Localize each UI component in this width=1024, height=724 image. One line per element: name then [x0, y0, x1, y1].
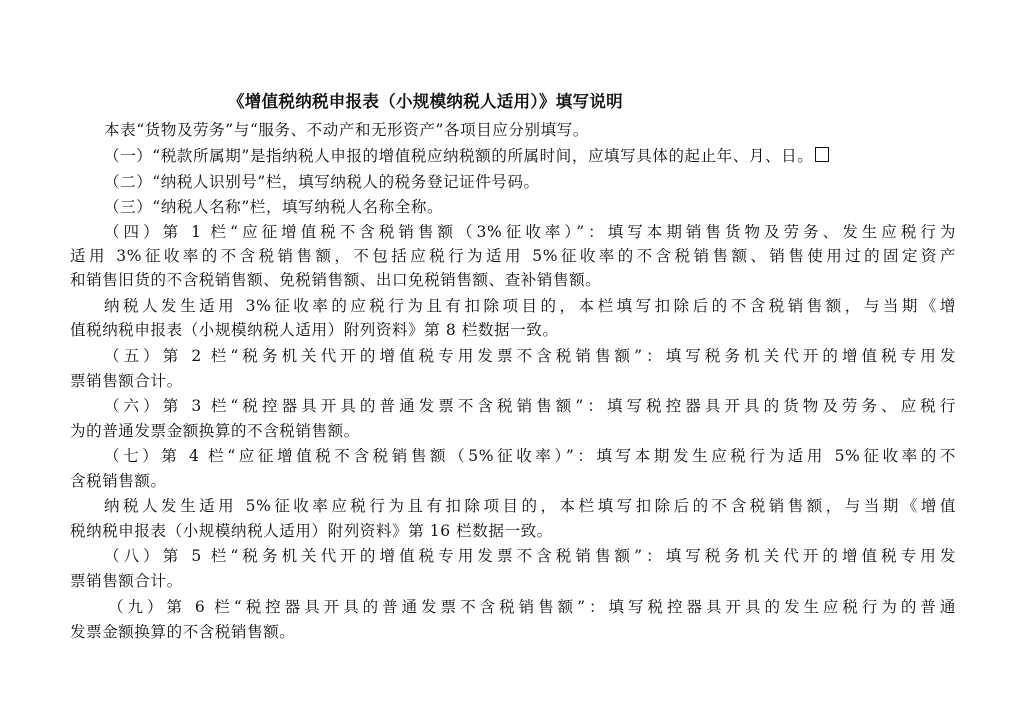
paragraph-8-line-2: 票销售额合计。: [70, 572, 183, 590]
paragraph-7-line-1: （七）第 4 栏“应征增值税不含税销售额（5%征收率）”：填写本期发生应税行为适用 5%征收率的不: [104, 447, 956, 465]
paragraph-6-line-1: （六）第 3 栏“税控器具开具的普通发票不含税销售额”：填写税控器具开具的货物及劳务、应税行: [104, 397, 956, 415]
paragraph-4-line-3: 和销售旧货的不含税销售额、免税销售额、出口免税销售额、查补销售额。: [70, 271, 602, 289]
paragraph-7-line-2: 含税销售额。: [70, 472, 167, 490]
paragraph-7b-line-1: 纳税人发生适用 5%征收率应税行为且有扣除项目的，本栏填写扣除后的不含税销售额，与当期《增值: [104, 497, 956, 515]
paragraph-6-line-2: 为的普通发票金额换算的不含税销售额。: [70, 422, 360, 440]
checkbox-icon: [815, 147, 829, 162]
paragraph-1: [104, 144, 829, 166]
paragraph-9-line-2: 发票金额换算的不含税销售额。: [70, 623, 296, 641]
paragraph-3: （三）“纳税人名称”栏，填写纳税人名称全称。: [104, 198, 444, 216]
paragraph-4-line-2: 适用 3%征收率的不含税销售额，不包括应税行为适用 5%征收率的不含税销售额、销售使用过的固定资产: [70, 247, 956, 265]
paragraph-8-line-1: （八）第 5 栏“税务机关代开的增值税专用发票不含税销售额”：填写税务机关代开的增值税专用发: [104, 547, 956, 565]
paragraph-5-line-2: 票销售额合计。: [70, 372, 183, 390]
document-title: 《增值税纳税申报表（小规模纳税人适用）》填写说明: [228, 92, 623, 111]
paragraph-7b-line-2: 税纳税申报表（小规模纳税人适用）附列资料》第 16 栏数据一致。: [70, 522, 553, 540]
paragraph-intro: 本表“货物及劳务”与“服务、不动产和无形资产”各项目应分别填写。: [104, 121, 589, 139]
paragraph-4b-line-1: 纳税人发生适用 3%征收率的应税行为且有扣除项目的，本栏填写扣除后的不含税销售额，与当期《增: [104, 297, 956, 315]
paragraph-4b-line-2: 值税纳税申报表（小规模纳税人适用）附列资料》第 8 栏数据一致。: [70, 321, 559, 339]
paragraph-1-text: （一）“税款所属期”是指纳税人申报的增值税应纳税额的所属时间，应填写具体的起止年、月、日。: [104, 147, 814, 165]
paragraph-5-line-1: （五）第 2 栏“税务机关代开的增值税专用发票不含税销售额”：填写税务机关代开的增值税专用发: [104, 347, 956, 365]
paragraph-9-line-1: （九）第 6 栏“税控器具开具的普通发票不含税销售额”：填写税控器具开具的发生应税行为的普通: [108, 598, 956, 616]
paragraph-2: （二）“纳税人识别号”栏，填写纳税人的税务登记证件号码。: [104, 173, 540, 191]
paragraph-4-line-1: （四）第 1 栏“应征增值税不含税销售额（3%征收率）”：填写本期销售货物及劳务、发生应税行为: [104, 223, 956, 241]
